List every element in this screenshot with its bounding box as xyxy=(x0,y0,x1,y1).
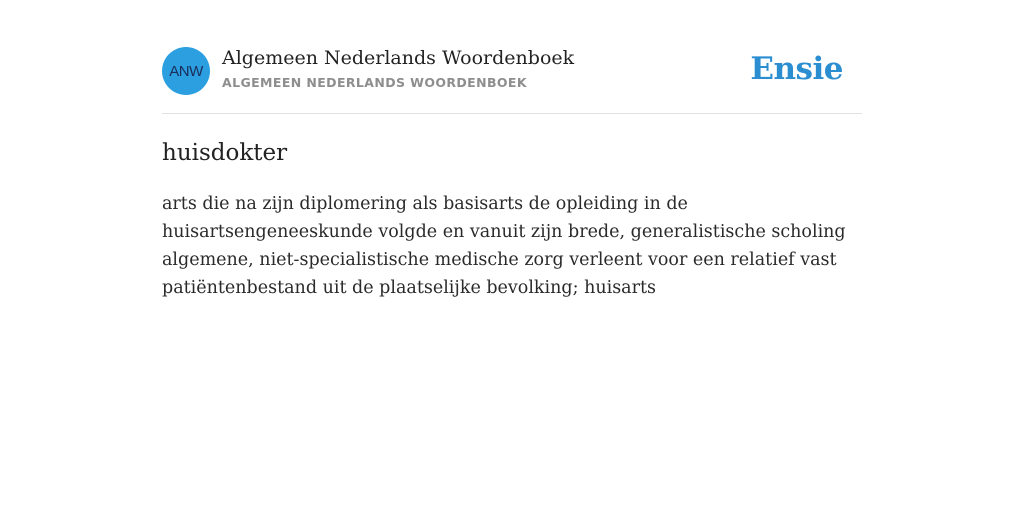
source-subtitle: ALGEMEEN NEDERLANDS WOORDENBOEK xyxy=(222,75,527,90)
entry-card xyxy=(162,0,862,298)
source-logo-text: ANW xyxy=(169,62,203,80)
entry-definition: arts die na zijn diplomering als basisarts de opleiding in de huisartsengeneeskunde volgde en vanuit zijn brede, generalistische scholing algemene, niet-specialistische medische zorg verleent voor een relatief vast patiëntenbestand uit de plaatselijke bevolking; huisarts xyxy=(162,194,846,298)
entry-headword: huisdokter xyxy=(162,140,288,166)
source-header xyxy=(162,0,862,114)
source-name: Algemeen Nederlands Woordenboek xyxy=(222,47,575,69)
source-logo xyxy=(162,47,210,95)
brand-logo[interactable]: Ensie xyxy=(750,51,843,87)
